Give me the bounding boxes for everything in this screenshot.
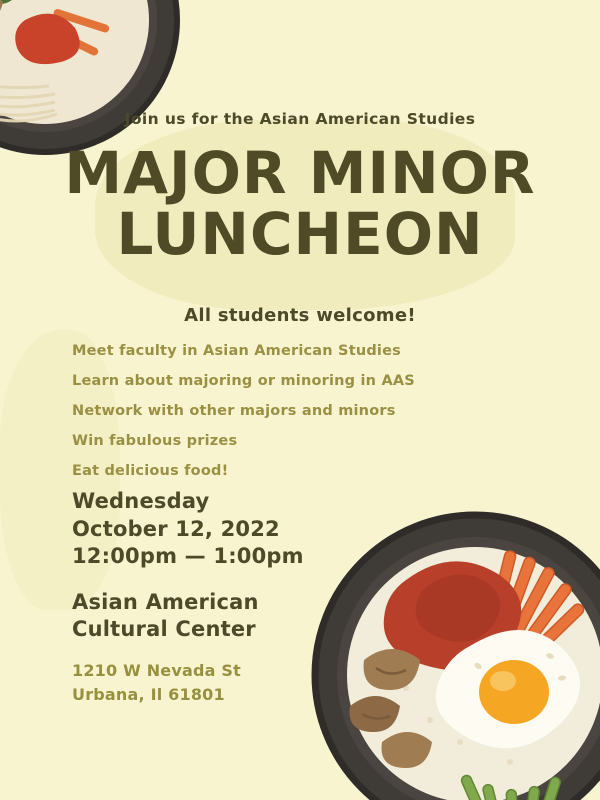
event-time: 12:00pm — 1:00pm (72, 544, 304, 569)
list-item: Eat delicious food! (72, 463, 229, 479)
poster-bullet-list (72, 343, 502, 493)
event-venue (72, 589, 402, 643)
title-line-2: LUNCHEON (116, 199, 484, 268)
page-title (0, 139, 600, 268)
event-datetime (72, 488, 402, 571)
event-date: October 12, 2022 (72, 516, 280, 541)
list-item: Win fabulous prizes (72, 433, 238, 449)
address-line-2: Urbana, Il 61801 (72, 684, 225, 704)
poster-kicker: Join us for the Asian American Studies (124, 110, 476, 128)
venue-line-1: Asian American (72, 590, 259, 615)
event-details (72, 488, 402, 707)
venue-line-2: Cultural Center (72, 617, 256, 642)
title-line-1: MAJOR MINOR (64, 139, 536, 207)
list-item: Network with other majors and minors (72, 403, 396, 419)
address-line-1: 1210 W Nevada St (72, 660, 241, 680)
event-day: Wednesday (72, 489, 210, 513)
list-item: Meet faculty in Asian American Studies (72, 343, 401, 359)
poster-subtitle: All students welcome! (184, 305, 416, 326)
list-item: Learn about majoring or minoring in AAS (72, 373, 415, 389)
event-address (72, 659, 402, 707)
